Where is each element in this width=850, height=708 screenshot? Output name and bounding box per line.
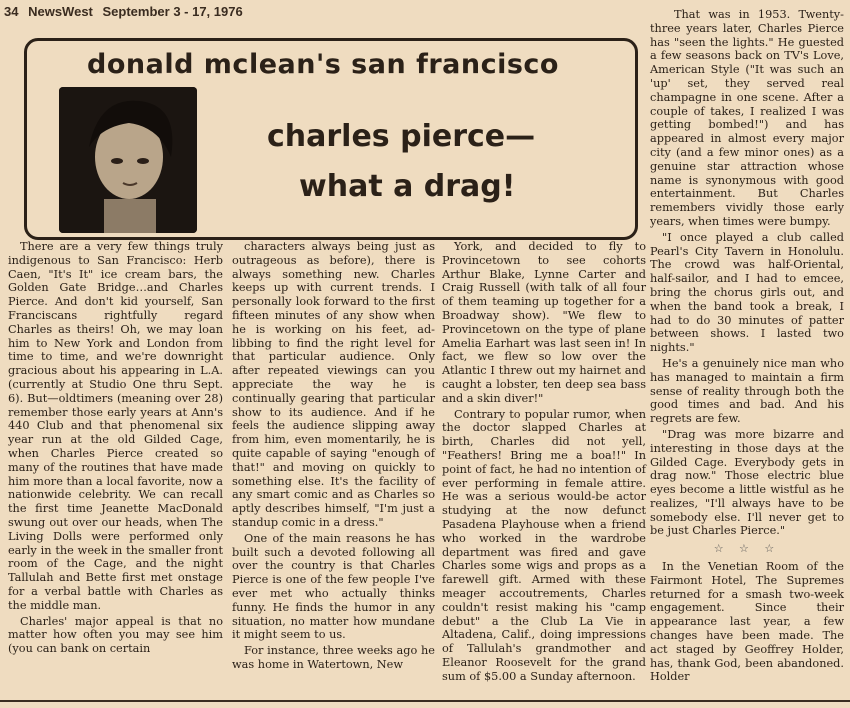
paragraph: "Drag was more bizarre and interesting in those days at the Gilded Cage. Everybody gets in drag now." Those electric blue eyes become a little wistful as he realizes, "I'll always have to be somebody else. I'll never get to be just Charles Pierce." [650, 427, 844, 538]
paragraph: York, and decided to fly to Provincetown to see cohorts Arthur Blake, Lynne Carter and Craig Russell (with talk of all four of them teaming up together for a Broadway show). "We flew to Provincetown on the type of plane Amelia Earhart was last seen in! In fact, we flew so low over the Atlantic I threw out my hairnet and caught a lobster, ten deep sea bass and a skin diver!" [442, 240, 646, 405]
publication-name: NewsWest [28, 4, 93, 19]
headline-line-2: what a drag! [299, 169, 516, 204]
paragraph: That was in 1953. Twenty-three years later, Charles Pierce has "seen the lights." He guested a few seasons back on TV's Love, American Style ("It was such an 'up' set, they served real champagne in one scene. After a couple of takes, I realized I was getting bombed!") and has appeared in almost every major city (and a few minor ones) as a genuine star attraction whose name is synonymous with good entertainment. But Charles remembers vividly those early years, when times were bumpy. [650, 8, 844, 228]
portrait-image [59, 87, 197, 233]
article-column-3 [442, 240, 646, 684]
article-column-1 [8, 240, 223, 656]
author-photo [59, 87, 197, 233]
paragraph: For instance, three weeks ago he was home in Watertown, New [232, 644, 435, 671]
article-column-4 [650, 8, 844, 684]
article-column-2 [232, 240, 435, 672]
paragraph: In the Venetian Room of the Fairmont Hotel, The Supremes returned for a smash two-week engagement. Since their appearance last year, a few changes have been made. The act staged by Geoffrey Holder, has, thank God, been abandoned. Holder [650, 560, 844, 684]
headline-box [24, 38, 638, 240]
column-title: donald mclean's san francisco [87, 49, 559, 80]
paragraph: He's a genuinely nice man who has managed to maintain a firm sense of reality through both the good times and bad. And his regrets are few. [650, 356, 844, 426]
paragraph: There are a very few things truly indigenous to San Francisco: Herb Caen, "It's It" ice cream bars, the Golden Gate Bridge…and Charles Pierce. And don't kid yourself, San Franciscans rightfully regard Charles as theirs! Oh, we may loan him to New York and London from time to time, and we're downright gracious about his appearing in L.A. (currently at Studio One thru Sept. 6). But—oldtimers (meaning over 28) remember those early years at Ann's 440 Club and that phenomenal six year run at the old Gilded Cage, when Charles Pierce created so many of the routines that have made him more than a local favorite, now a nationwide celebrity. We can recall the first time Jeanette MacDonald swung out over our heads, when The Living Dolls were performed only early in the week in the smaller front room of the Cage, and the night Tallulah and Bette first met onstage for a verbal battle with Charles as the middle man. [8, 240, 223, 612]
issue-date: September 3 - 17, 1976 [102, 4, 243, 19]
page-number: 34 [4, 4, 19, 19]
section-separator: ☆ ☆ ☆ [713, 542, 781, 556]
paragraph: "I once played a club called Pearl's City Tavern in Honolulu. The crowd was half-Oriental, half-sailor, and I had to emcee, bring the chorus girls out, and when the band took a break, I had to do 30 minutes of patter between shows. I lasted two nights." [650, 230, 844, 355]
paragraph: Charles' major appeal is that no matter how often you may see him (you can bank on certain [8, 614, 223, 656]
paragraph: characters always being just as outrageous as before), there is always something new. Charles keeps up with current trends. I personally look forward to the first fifteen minutes of any show when he is working on his feet, ad-libbing to find the right level for that particular audience. Only after repeated viewings can you appreciate the way he is continually gearing that particular show to its audience. And if he feels the audience slipping away from him, even momentarily, he is quite capable of saying "enough of that!" and moving on quickly to something else. It's the facility of any smart comic and as Charles so aptly describes himself, "I'm just a standup comic in a dress." [232, 240, 435, 529]
bottom-rule [0, 700, 850, 702]
masthead [4, 4, 249, 19]
paragraph: Contrary to popular rumor, when the doctor slapped Charles at birth, Charles did not yell, "Feathers! Bring me a boa!!" In point of fact, he had no intention of ever performing in female attire. He was a serious would-be actor studying at the now defunct Pasadena Playhouse when a friend who worked in the wardrobe department was fired and gave Charles some wigs and props as a farewell gift. Armed with these meager accoutrements, Charles couldn't resist making his "camp debut" a the Club La Vie in Altadena, Calif., doing impressions of Tallulah's grandmother and Eleanor Roosevelt for the grand sum of $5.00 a Sunday afternoon. [442, 407, 646, 683]
headline-line-1: charles pierce— [267, 119, 536, 154]
paragraph: One of the main reasons he has built such a devoted following all over the country is that Charles Pierce is one of the few people I've ever met who actually thinks funny. He finds the humor in any situation, no matter how mundane it might seem to us. [232, 531, 435, 642]
